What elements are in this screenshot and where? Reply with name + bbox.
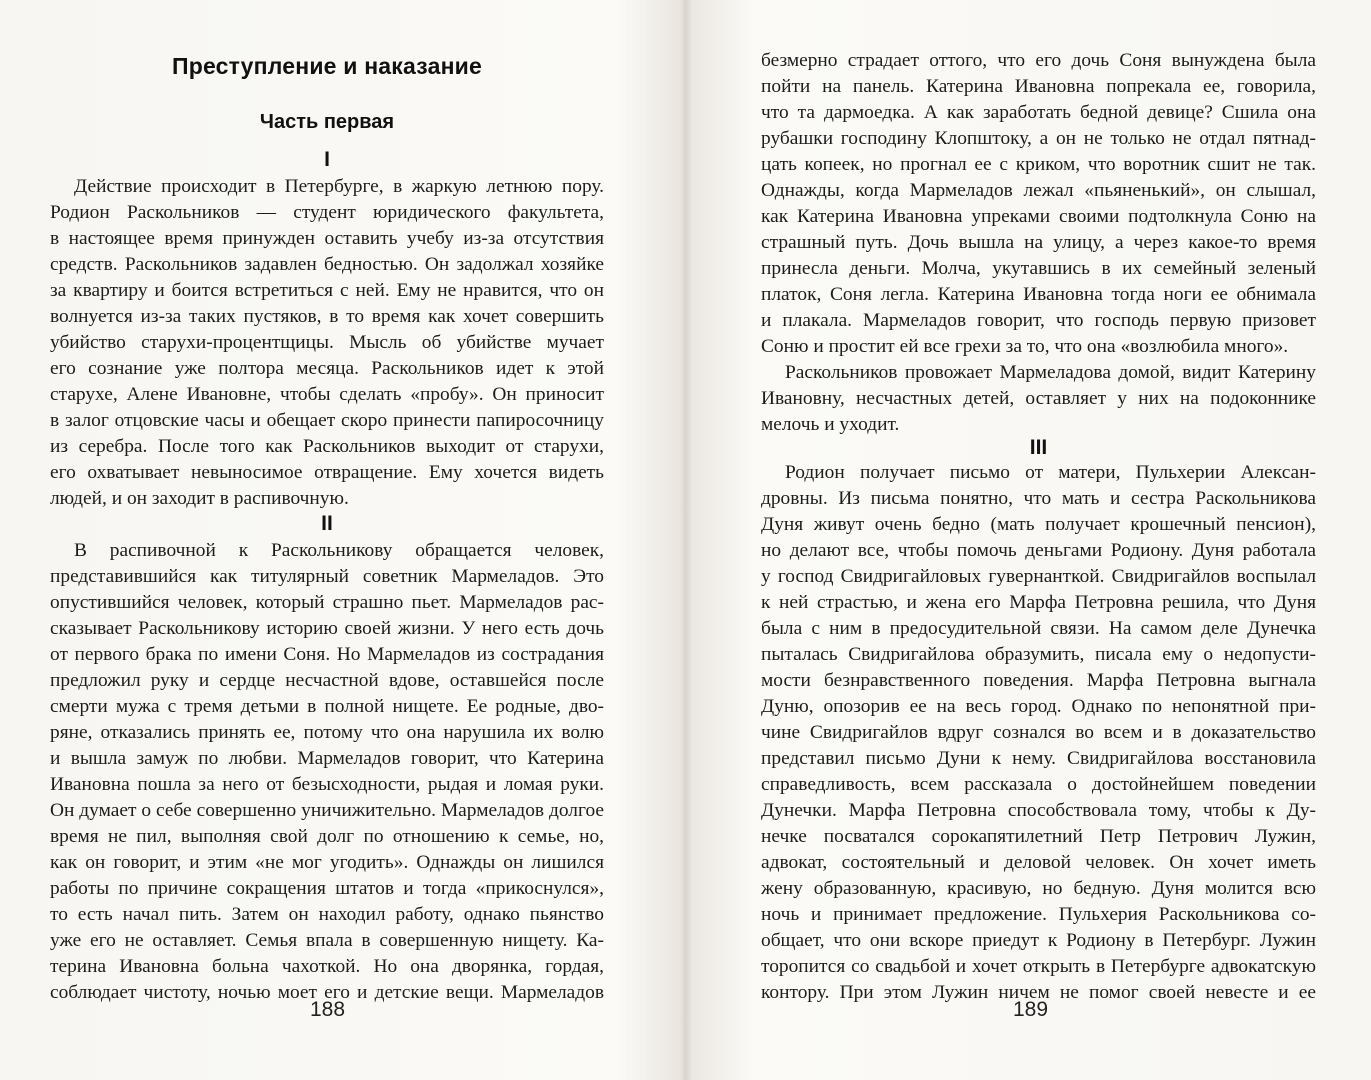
book-title: Преступление и наказание <box>171 53 483 79</box>
text-line: безмерно страдает оттого, что его дочь Соня вынуждена была <box>761 50 1316 71</box>
text-line: дровны. Из письма понятно, что мать и сестра Раскольникова <box>761 488 1316 509</box>
text-line: пойти на панель. Катерина Ивановна попрекала ее, говорила, <box>761 76 1316 97</box>
text-line: представил письмо Дуни к нему. Свидригайлова восстановила <box>761 748 1316 769</box>
page-number: 188 <box>310 998 346 1021</box>
text-line: Однажды, когда Мармеладов лежал «пьяненький», он слышал, <box>761 180 1316 201</box>
chapter-1-text <box>50 174 604 512</box>
text-line: Он думает о себе совершенно уничижительно. Мармеладов долгое <box>50 800 604 821</box>
text-line: жену образованную, красивую, но бедную. Дуня молится всю <box>761 878 1316 899</box>
text-line: В распивочной к Раскольникову обращается человек, <box>74 540 604 561</box>
text-line: но делают все, чтобы помочь деньгами Родиону. Дуня работала <box>761 540 1316 561</box>
text-line: что та дармоедка. А как заработать бедной девице? Сшила она <box>761 102 1316 123</box>
text-line: смерти мужа с тремя детьми в полной нищете. Ее родные, дво- <box>50 696 604 717</box>
text-line: адвокат, состоятельный и деловой человек. Он хочет иметь <box>761 852 1316 873</box>
text-line: в настоящее время принужден оставить учебу из-за отсутствия <box>50 228 604 249</box>
text-line: контору. При этом Лужин ничем не помог своей невесте и ее <box>761 982 1316 1003</box>
text-line: у господ Свидригайловых гувернанткой. Свидригайлов воспылал <box>761 566 1316 587</box>
text-line: Раскольников провожает Мармеладова домой, видит Катерину <box>785 362 1316 383</box>
text-line: ряне, отказались принять ее, потому что она нарушила их волю <box>50 722 604 743</box>
chapter-3-text <box>761 460 1316 1006</box>
text-line: мости безнравственного поведения. Марфа Петровна выгнала <box>761 670 1316 691</box>
text-line: уже его не оставляет. Семья впала в совершенную нищету. Ка- <box>50 930 604 951</box>
text-line: за квартиру и боится встретиться с ней. Ему не нравится, что он <box>50 280 604 301</box>
text-line: опустившийся человек, который страшно пьет. Мармеладов рас- <box>50 592 604 613</box>
text-line: его охватывает невыносимое отвращение. Ему хочется видеть <box>50 462 604 483</box>
part-title: Часть первая <box>259 111 395 133</box>
text-line: в залог отцовские часы и обещает скоро принести папиросочницу <box>50 410 604 431</box>
text-line: была с ним в предосудительной связи. На самом деле Дунечка <box>761 618 1316 639</box>
text-line: время не пил, выполняя свой долг по отношению к семье, но, <box>50 826 604 847</box>
text-line: то есть начал пить. Затем он находил работу, однако пьянство <box>50 904 604 925</box>
text-line: работы по причине сокращения штатов и тогда «прикоснулся», <box>50 878 604 899</box>
text-line: к ней страстью, и жена его Марфа Петровна решила, что Дуня <box>761 592 1316 613</box>
text-line: из серебра. После того как Раскольников выходит от старухи, <box>50 436 604 457</box>
continued-text <box>761 48 1316 438</box>
text-line: Дунечки. Марфа Петровна способствовала тому, чтобы к Ду- <box>761 800 1316 821</box>
text-line: Родион получает письмо от матери, Пульхерии Алексан- <box>785 462 1316 483</box>
text-line: от первого брака по имени Соня. Но Мармеладов из сострадания <box>50 644 604 665</box>
text-line: справедливость, всем рассказала о достойнейшем поведении <box>761 774 1316 795</box>
text-line: убийство старухи-процентщицы. Мысль об убийстве мучает <box>50 332 604 353</box>
right-page <box>686 0 1371 1080</box>
text-line: ночь и принимает предложение. Пульхерия Раскольникова со- <box>761 904 1316 925</box>
text-line: Ивановну, несчастных детей, оставляет у них на подоконнике <box>761 388 1316 409</box>
text-line: пыталась Свидригайлова образумить, писала ему о недопусти- <box>761 644 1316 665</box>
text-line: Родион Раскольников — студент юридического факультета, <box>50 202 604 223</box>
text-line: цать копеек, но прогнал ее с криком, что воротник сшит не так. <box>761 154 1316 175</box>
text-line: соблюдает чистоту, ночью моет его и детские вещи. Мармеладов <box>50 982 604 1003</box>
page-number: 189 <box>1013 998 1049 1021</box>
chapter-2-text <box>50 538 604 1006</box>
text-line: Действие происходит в Петербурге, в жаркую летнюю пору. <box>74 176 604 197</box>
text-line: сказывает Раскольникову историю своей жизни. У него есть дочь <box>50 618 604 639</box>
text-line: рубашки господину Клопштоку, а он не только не отдал пятнад- <box>761 128 1316 149</box>
text-line: как он говорит, и этим «не мог угодить». Однажды он лишился <box>50 852 604 873</box>
text-line: как Катерина Ивановна упреками своими подтолкнула Соню на <box>761 206 1316 227</box>
text-line: торопится со свадьбой и хочет открыть в Петербурге адвокатскую <box>761 956 1316 977</box>
text-line: страшный путь. Дочь вышла на улицу, а через какое-то время <box>761 232 1316 253</box>
chapter-heading-3: III <box>1029 436 1048 459</box>
text-line: нечке посватался сорокапятилетний Петр Петрович Лужин, <box>761 826 1316 847</box>
text-line: общает, что они вскоре приедут к Родиону в Петербург. Лужин <box>761 930 1316 951</box>
text-line: людей, и он заходит в распивочную. <box>50 488 349 509</box>
chapter-heading-2: II <box>321 512 333 535</box>
text-line: мелочь и уходит. <box>761 414 900 435</box>
text-line: представившийся как титулярный советник Мармеладов. Это <box>50 566 604 587</box>
text-line: чине Свидригайлов вдруг сознался во всем и в доказательство <box>761 722 1316 743</box>
left-page <box>0 0 685 1080</box>
text-line: Дуню, опозорив ее на весь город. Однако по непонятной при- <box>761 696 1316 717</box>
text-line: Ивановна пошла за него от безысходности, рыдая и ломая руки. <box>50 774 604 795</box>
text-line: Дуня живут очень бедно (мать получает крошечный пенсион), <box>761 514 1316 535</box>
text-line: средств. Раскольников задавлен бедностью. Он задолжал хозяйке <box>50 254 604 275</box>
chapter-heading-1: I <box>324 148 330 171</box>
text-line: волнуется из-за таких пустяков, в то время как хочет совершить <box>50 306 604 327</box>
text-line: его сознание уже полтора месяца. Раскольников идет к этой <box>50 358 604 379</box>
text-line: и плакала. Мармеладов говорит, что господь первую призовет <box>761 310 1316 331</box>
text-line: Соню и простит ей все грехи за то, что она «возлюбила много». <box>761 336 1289 357</box>
text-line: принесла деньги. Молча, укутавшись в их семейный зеленый <box>761 258 1316 279</box>
text-line: предложил руку и сердце несчастной вдове, оставшейся после <box>50 670 604 691</box>
text-line: платок, Соня легла. Катерина Ивановна тогда ноги ее обнимала <box>761 284 1316 305</box>
text-line: и вышла замуж по любви. Мармеладов говорит, что Катерина <box>50 748 604 769</box>
text-line: старухе, Алене Ивановне, чтобы сделать «пробу». Он приносит <box>50 384 604 405</box>
text-line: терина Ивановна больна чахоткой. Но она дворянка, гордая, <box>50 956 604 977</box>
